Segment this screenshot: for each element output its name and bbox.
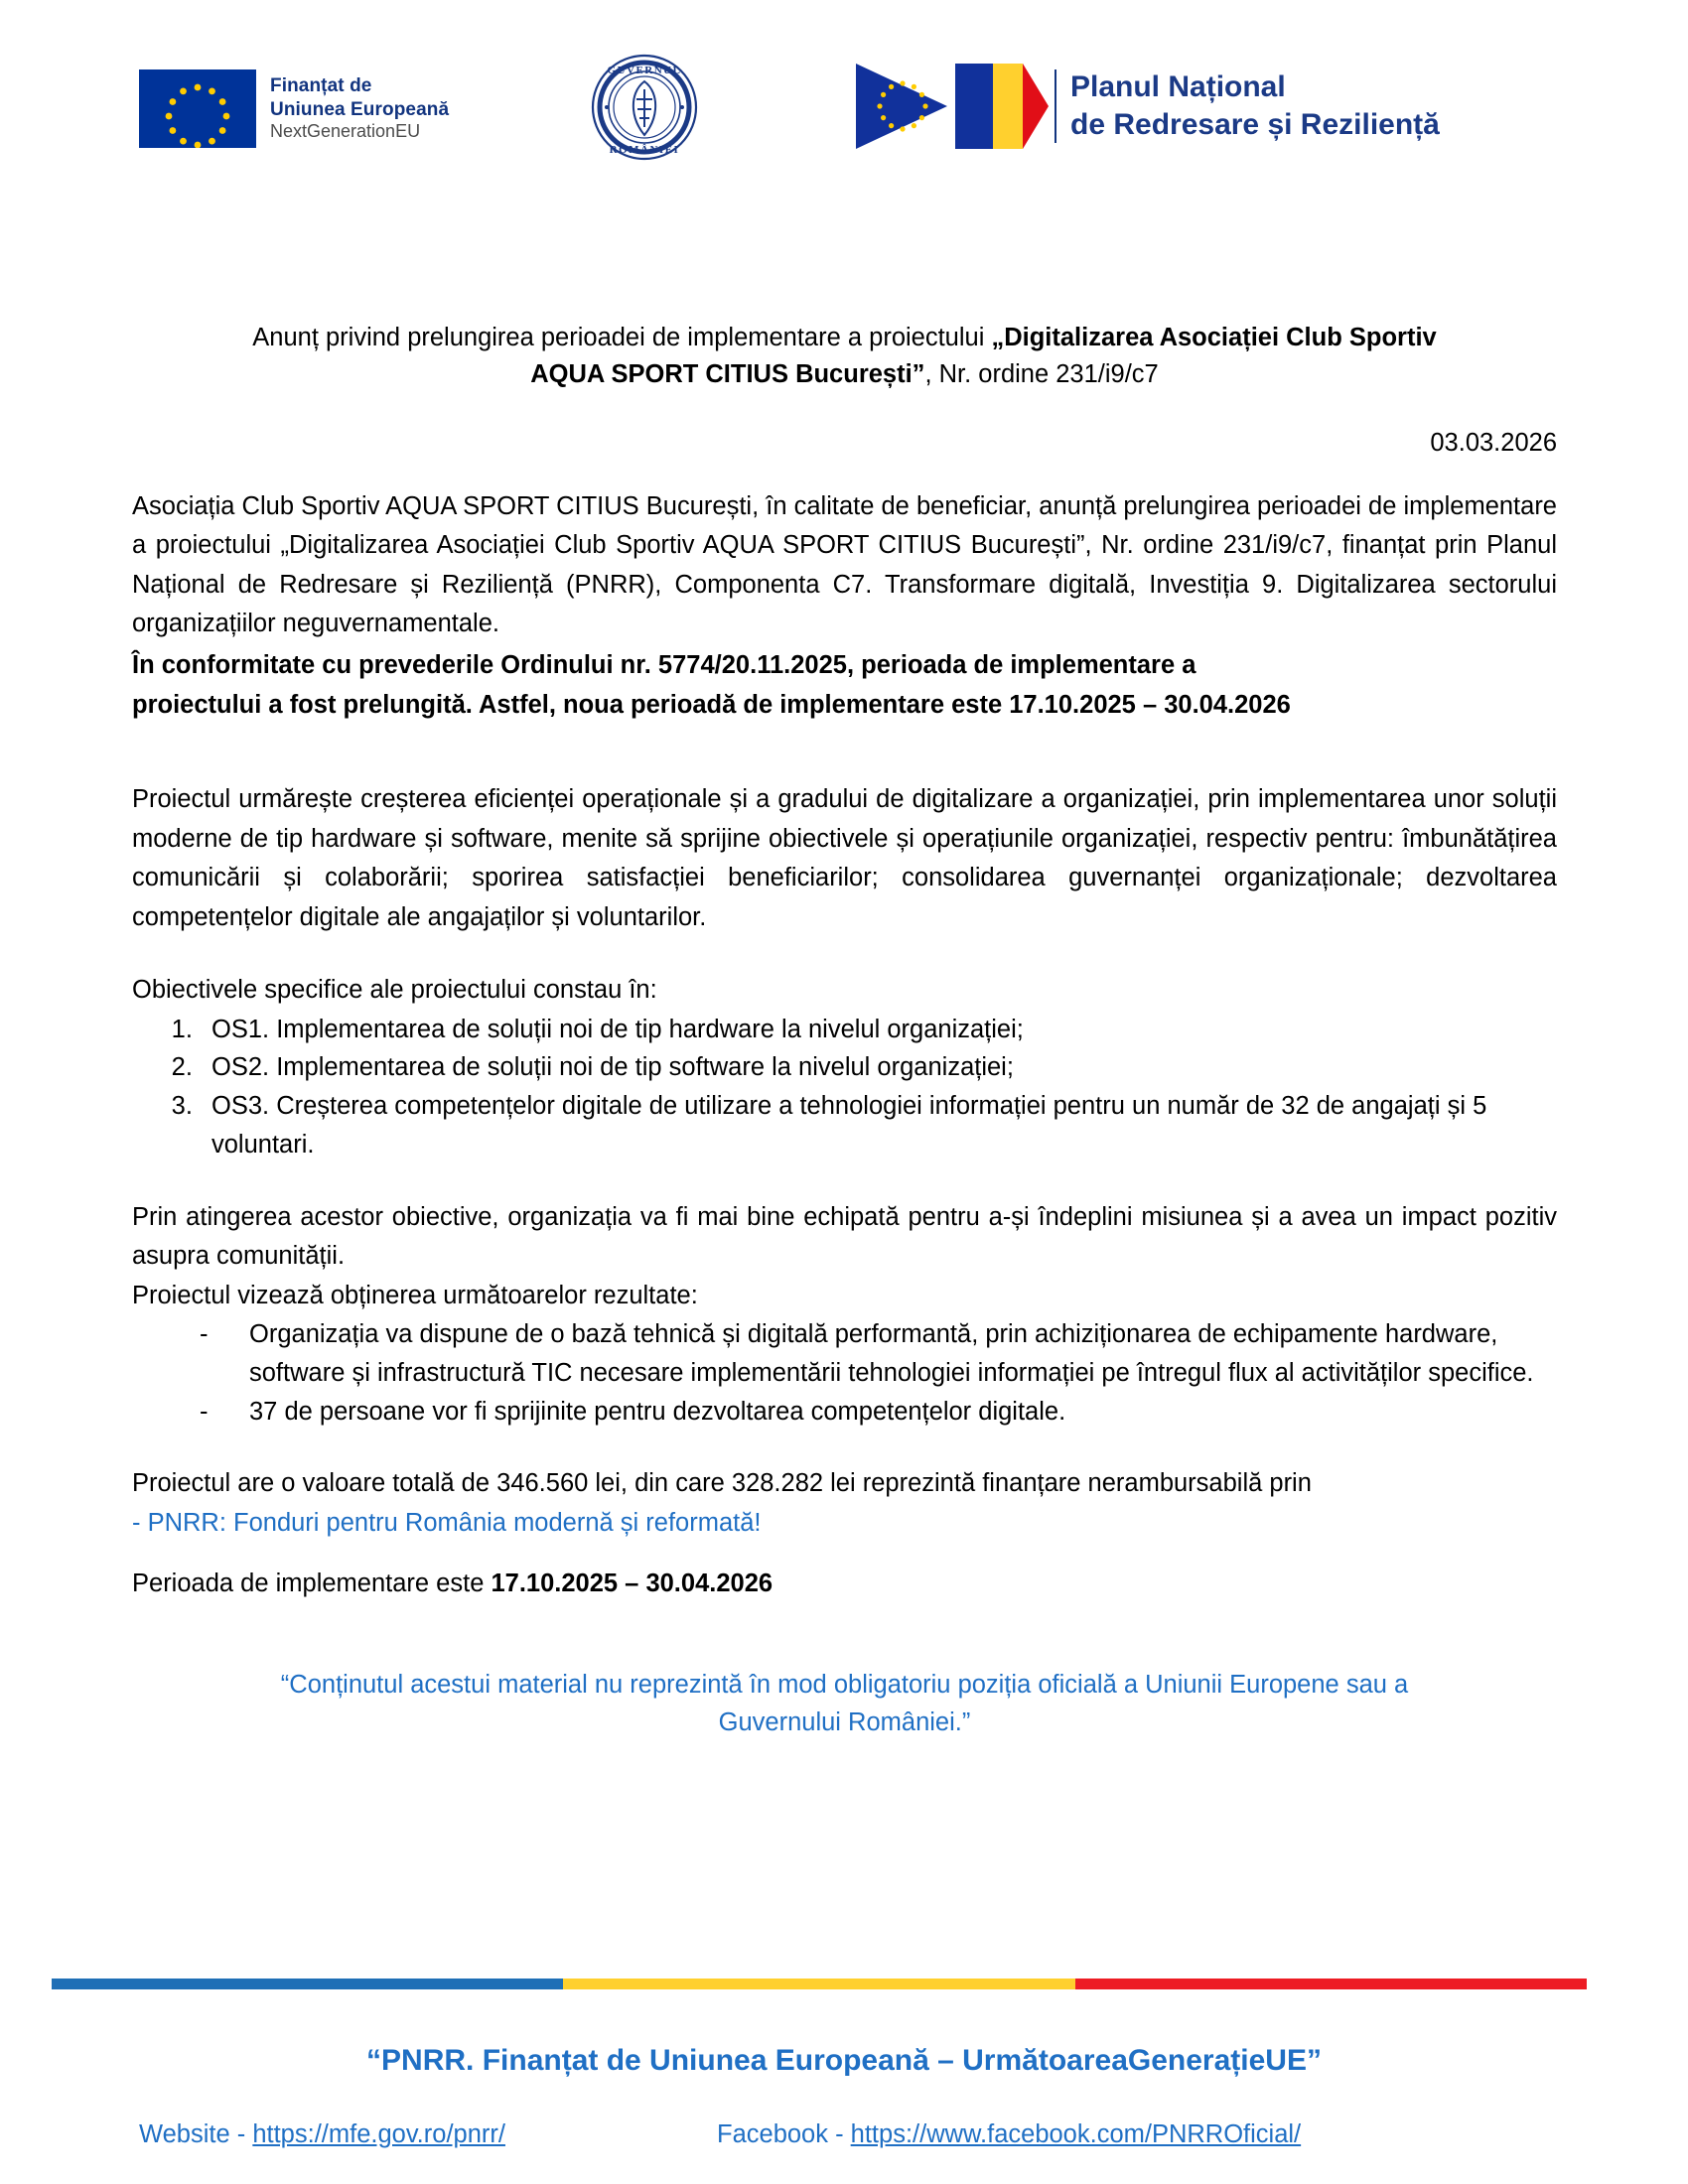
document-content [132, 320, 1557, 1741]
intro-paragraph: Asociația Club Sportiv AQUA SPORT CITIUS București, în calitate de beneficiar, anunță prelungirea perioadei de implementare a proiectului „Digitalizarea Asociației Club Sportiv AQUA SPORT CITIUS București”, Nr. ordine 231/i9/c7, finanțat prin Planul Național de Redresare și Reziliență (PNRR), Componenta C7. Transformare digitală, Investiția 9. Digitalizarea sectorului organizațiilor neguvernamentale. [132, 491, 1557, 638]
list-item: 3. OS3. Creșterea competențelor digitale de utilizare a tehnologiei informației pentru un număr de 32 de angajați și 5 voluntari. [200, 1087, 1557, 1164]
disclaimer [132, 1666, 1557, 1742]
website-label: Website - [139, 2120, 253, 2148]
results-list [132, 1315, 1557, 1431]
government-of-romania-seal-icon [591, 54, 698, 161]
website-link-group [139, 2120, 505, 2149]
eu-stars-icon [139, 69, 256, 148]
romanian-tricolor-bar [52, 1979, 1587, 1989]
disclaimer-line1: “Conținutul acestui material nu reprezintă în mod obligatoriu poziția oficială a Uniunii Europene sau a [280, 1670, 1409, 1699]
document-date: 03.03.2026 [1430, 428, 1557, 457]
eu-flag-icon [139, 69, 256, 148]
pnrr-logo-line2: de Redresare și Reziliență [1070, 108, 1440, 141]
spacer [132, 1543, 1557, 1565]
tricolor-yellow-segment [563, 1979, 1074, 1989]
pnrr-slogan-line: - PNRR: Fonduri pentru România modernă și reformată! [132, 1508, 762, 1537]
tricolor-red-segment [1075, 1979, 1587, 1989]
extension-notice-line1: În conformitate cu prevederile Ordinului nr. 5774/20.11.2025, perioada de implementare a [132, 651, 1196, 679]
eu-funding-logo [139, 69, 449, 148]
results-heading: Proiectul vizează obținerea următoarelor rezultate: [132, 1281, 698, 1309]
footer-title: “PNRR. Finanțat de Uniunea Europeană – UrmătoareaGenerațieUE” [366, 2044, 1322, 2077]
extension-notice [132, 646, 1557, 725]
title-part2: , Nr. ordine 231/i9/c7 [924, 359, 1159, 388]
list-item: - Organizația va dispune de o bază tehnică și digitală performantă, prin achiziționarea de echipamente hardware, software și infrastructură TIC necesare implementării tehnologiei informației pe întregul flux al activităților specifice. [200, 1315, 1557, 1393]
value-paragraph: Proiectul are o valoare totală de 346.560 lei, din care 328.282 lei reprezintă finanțare nerambursabilă prin [132, 1469, 1312, 1498]
spacer [132, 1164, 1557, 1198]
facebook-url[interactable]: https://www.facebook.com/PNRROficial/ [850, 2120, 1302, 2148]
pnrr-arrows-icon [856, 64, 1049, 149]
tricolor-blue-segment [52, 1979, 563, 1989]
page-title [132, 320, 1557, 393]
title-part1: Anunț privind prelungirea perioadei de implementare a proiectului [252, 324, 992, 351]
logo-bar [0, 48, 1688, 167]
title-bold-open: „Digitalizarea Asociației Club Sportiv [991, 324, 1437, 351]
facebook-link-group [717, 2120, 1301, 2149]
objectives-list [132, 1011, 1557, 1164]
title-bold-line2: AQUA SPORT CITIUS București” [530, 359, 925, 388]
extension-notice-line2: proiectului a fost prelungită. Astfel, noua perioadă de implementare este 17.10.2025 – 30.04.2026 [132, 690, 1291, 719]
disclaimer-line2: Guvernului României.” [718, 1708, 971, 1737]
objective-paragraph: Proiectul urmărește creșterea eficienței operaționale și a gradului de digitalizare a organizației, prin implementarea unor soluții moderne de tip hardware și software, menite să sprijine obiectivele și operațiunile organizației, respectiv pentru: îmbunătățirea comunicării și colaborării; sporirea satisfacției beneficiarilor; consolidarea guvernanței organizaționale; dezvoltarea competențelor digitale ale angajaților și voluntarilor. [132, 785, 1557, 931]
eu-logo-line2: Uniunea Europeană [270, 98, 450, 120]
impact-paragraph: Prin atingerea acestor obiective, organizația va fi mai bine echipată pentru a-și îndeplini misiunea și a avea un impact pozitiv asupra comunității. [132, 1202, 1557, 1271]
pnrr-logo [856, 64, 1440, 149]
list-item: 2. OS2. Implementarea de soluții noi de tip software la nivelul organizației; [200, 1048, 1557, 1087]
website-url[interactable]: https://mfe.gov.ro/pnrr/ [252, 2120, 505, 2148]
pnrr-logo-line1: Planul Național [1070, 70, 1286, 104]
svg-text:ROMÂNIEI: ROMÂNIEI [609, 144, 680, 156]
eu-logo-text [270, 74, 449, 142]
list-item: 1. OS1. Implementarea de soluții noi de tip hardware la nivelul organizației; [200, 1011, 1557, 1049]
spacer [132, 1431, 1557, 1464]
pnrr-logo-divider [1055, 69, 1056, 143]
implementation-period-line [132, 1565, 1557, 1604]
spacer [132, 725, 1557, 780]
implementation-period-label: Perioada de implementare este [132, 1570, 492, 1598]
implementation-period-value: 17.10.2025 – 30.04.2026 [491, 1570, 774, 1598]
facebook-label: Facebook - [717, 2120, 851, 2148]
spacer [132, 937, 1557, 971]
eu-logo-line3: NextGenerationEU [270, 120, 421, 141]
eu-logo-line1: Finanțat de [270, 75, 372, 97]
svg-text:GUVERNUL: GUVERNUL [607, 65, 682, 76]
objectives-heading: Obiectivele specifice ale proiectului constau în: [132, 976, 657, 1005]
pnrr-logo-text [1070, 68, 1440, 144]
list-item: - 37 de persoane vor fi sprijinite pentru dezvoltarea competențelor digitale. [200, 1393, 1557, 1432]
